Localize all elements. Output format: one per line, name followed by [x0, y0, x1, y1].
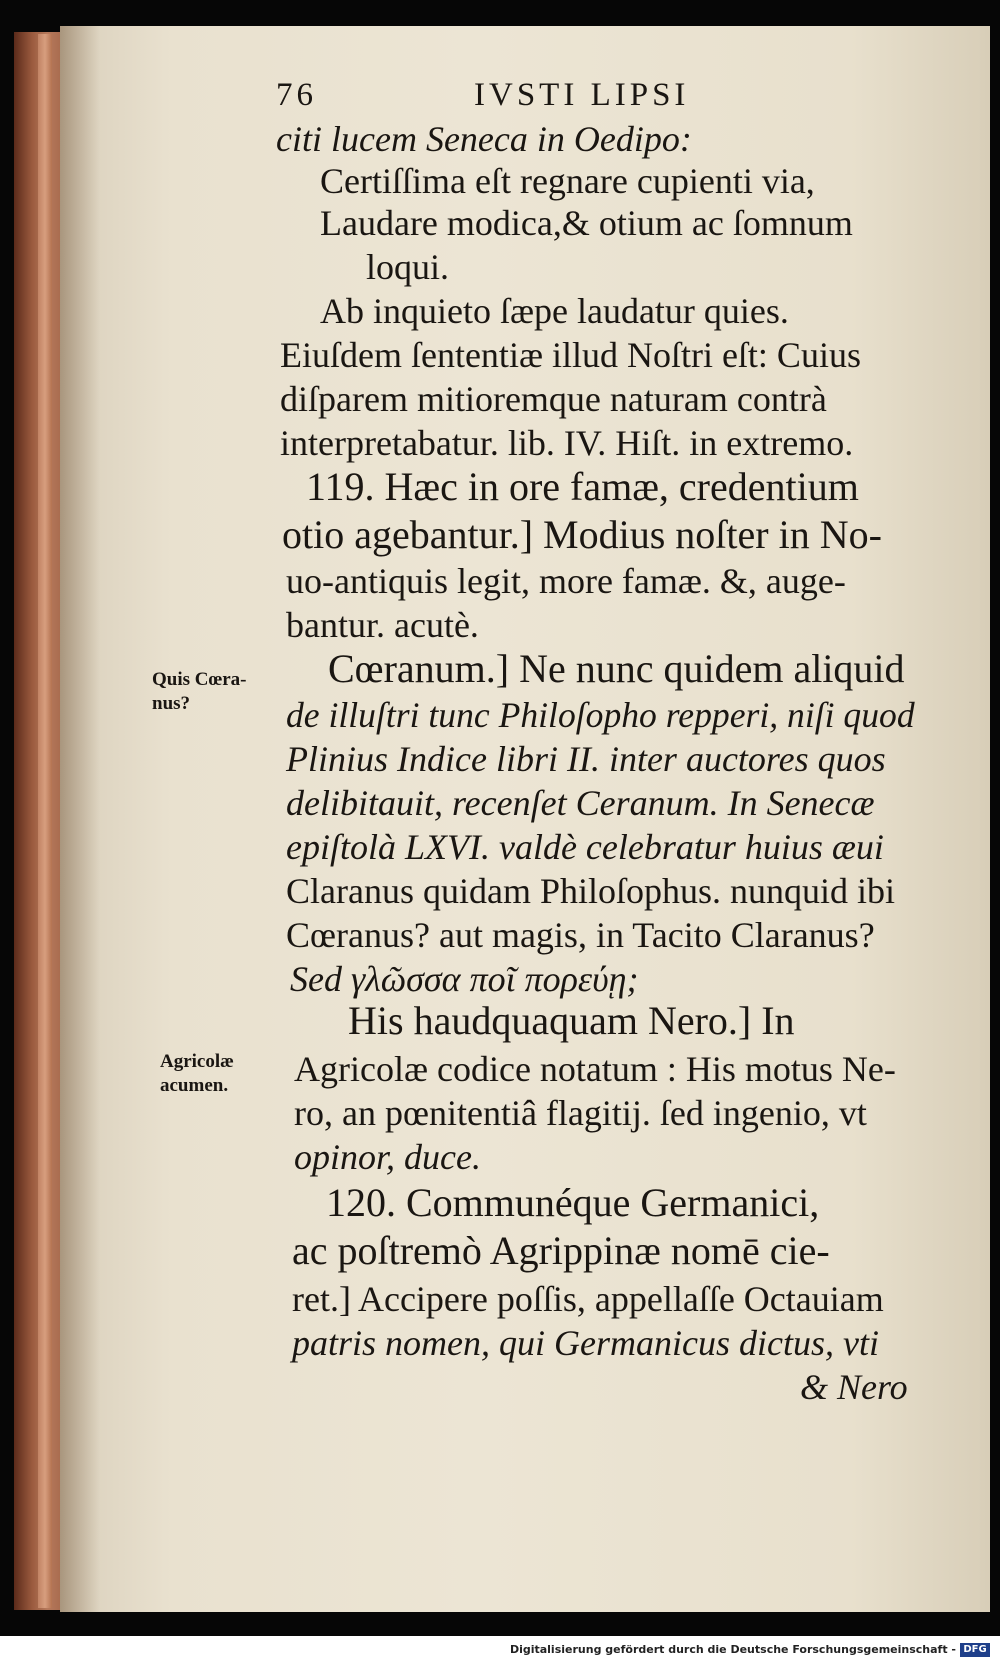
text-line-10: otio agebantur.] Modius noſter in No-	[282, 512, 882, 557]
text-line-5: Ab inquieto ſæpe laudatur quies.	[320, 291, 789, 331]
text-line-2: Certiſſima eſt regnare cupienti via,	[320, 161, 815, 201]
text-line-20: Sed γλῶσσα ποῖ πορεύῃ;	[290, 959, 639, 999]
footer-credit: Digitalisierung gefördert durch die Deutsche Forschungsgemeinschaft -	[509, 1643, 956, 1656]
text-line-18: Claranus quidam Philoſophus. nunquid ibi	[286, 871, 895, 911]
margin-note-1-line-2: nus?	[152, 693, 191, 714]
margin-note-2-line-1: Agricolæ	[160, 1051, 234, 1072]
text-line-12: bantur. acutè.	[286, 605, 479, 645]
text-line-29-catchword: & Nero	[800, 1367, 908, 1407]
text-line-8: interpretabatur. lib. IV. Hiſt. in extremo.	[280, 423, 854, 463]
text-line-13: Cœranum.] Ne nunc quidem aliquid	[328, 646, 905, 691]
text-line-27: ret.] Accipere poſſis, appellaſſe Octauiam	[292, 1279, 884, 1319]
page-number: 76	[276, 77, 317, 113]
text-line-16: delibitauit, recenſet Ceranum. In Senecæ	[286, 783, 875, 823]
footer-bar	[0, 1636, 1000, 1665]
text-line-28: patris nomen, qui Germanicus dictus, vti	[292, 1323, 879, 1363]
text-line-14: de illuſtri tunc Philoſopho repperi, niſi quod	[286, 695, 915, 735]
text-line-26: ac poſtremò Agrippinæ nomē cie-	[292, 1228, 830, 1273]
text-line-24: opinor, duce.	[294, 1137, 481, 1177]
text-line-21: His haudquaquam Nero.] In	[348, 998, 795, 1043]
text-line-15: Plinius Indice libri II. inter auctores quos	[286, 739, 886, 779]
text-line-25: 120. Communéque Germanici,	[326, 1180, 820, 1225]
margin-note-1-line-1: Quis Cœra-	[152, 669, 247, 690]
text-line-23: ro, an pœnitentiâ flagitij. ſed ingenio, vt	[294, 1093, 867, 1133]
text-line-9: 119. Hæc in ore famæ, credentium	[306, 464, 859, 509]
text-line-22: Agricolæ codice notatum : His motus Ne-	[294, 1049, 896, 1089]
text-line-4: loqui.	[366, 247, 450, 287]
dfg-logo: DFG	[960, 1643, 990, 1657]
text-line-17: epiſtolà LXVI. valdè celebratur huius æui	[286, 827, 884, 867]
text-line-3: Laudare modica,& otium ac ſomnum	[320, 203, 853, 243]
gutter-shadow	[60, 26, 100, 1612]
running-title: IVSTI LIPSI	[474, 77, 690, 113]
text-line-19: Cœranus? aut magis, in Tacito Claranus?	[286, 915, 875, 955]
text-line-1: citi lucem Seneca in Oedipo:	[276, 119, 692, 159]
text-line-7: diſparem mitioremque naturam contrà	[280, 379, 827, 419]
margin-note-2-line-2: acumen.	[160, 1075, 229, 1096]
text-line-11: uo-antiquis legit, more famæ. &, auge-	[286, 561, 846, 601]
text-line-6: Eiuſdem ſententiæ illud Noſtri eſt: Cuius	[280, 335, 861, 375]
page-edge-highlight	[38, 34, 52, 1608]
